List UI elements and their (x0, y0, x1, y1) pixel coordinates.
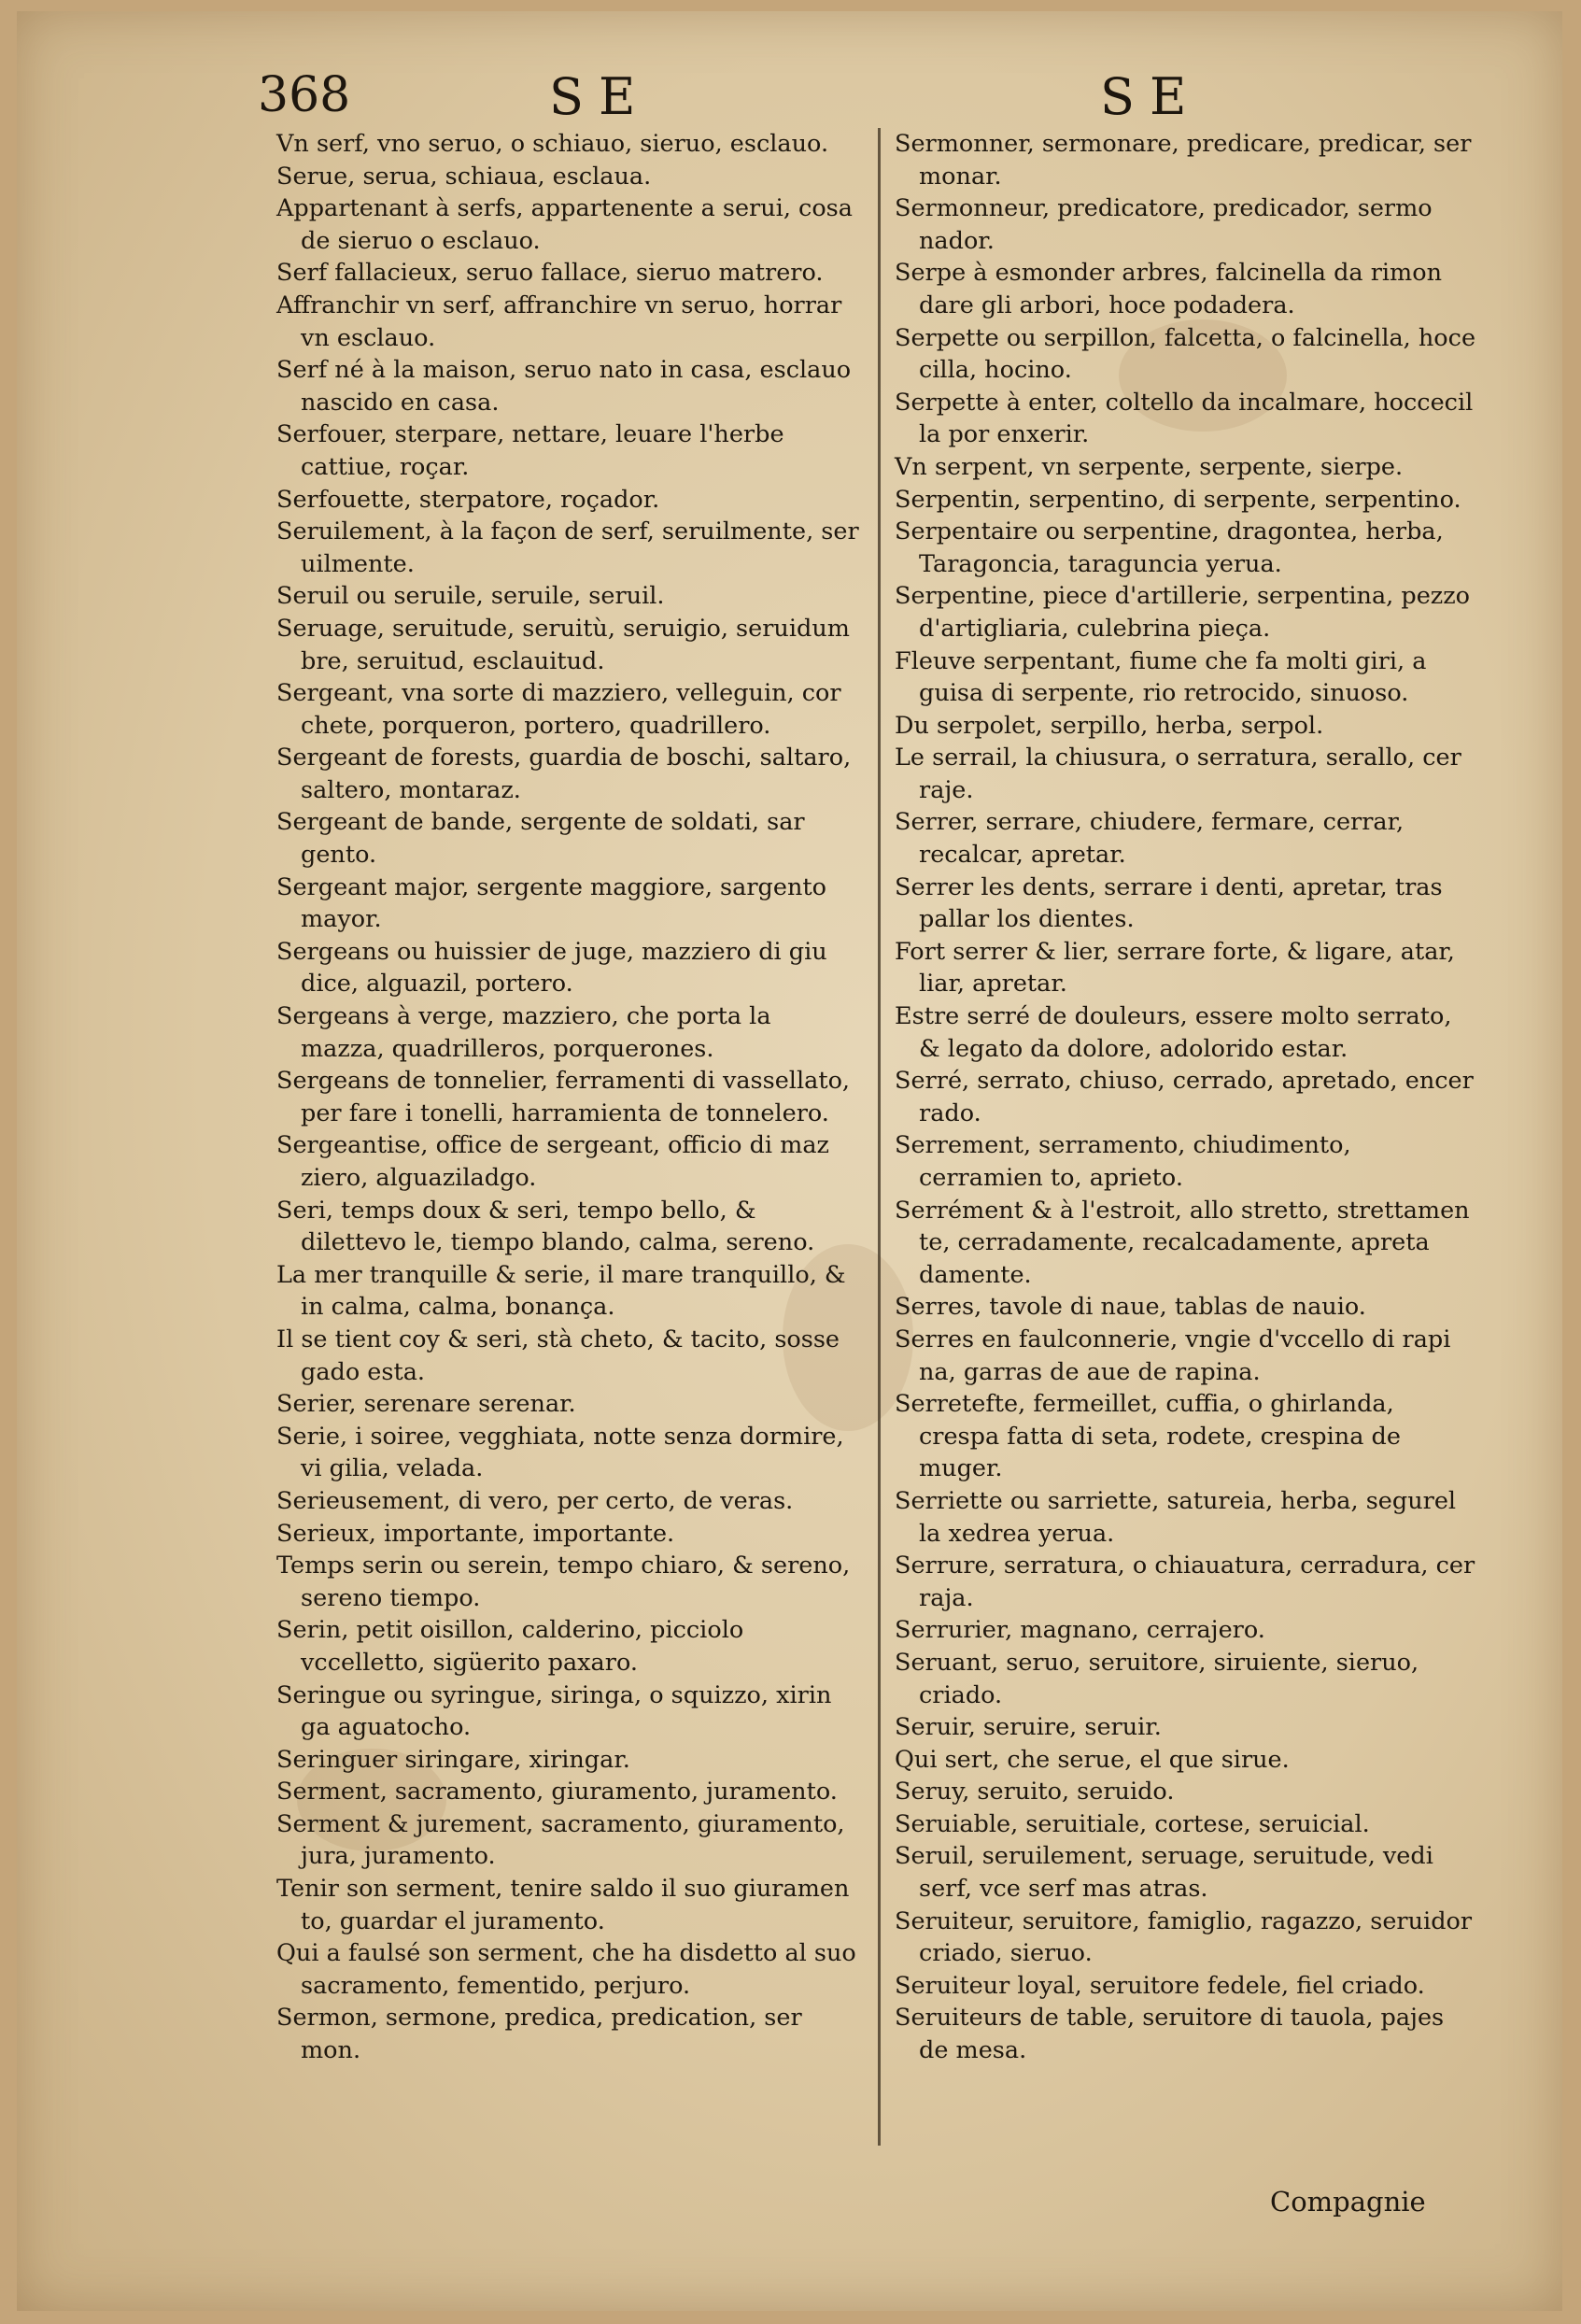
dictionary-entry: Seruant, seruo, seruitore, siruiente, sieruo, criado. (895, 1648, 1419, 1709)
dictionary-entry: Serieusement, di vero, per certo, de veras. (276, 1486, 794, 1515)
dictionary-entry: Seruir, seruire, seruir. (895, 1713, 1162, 1742)
dictionary-entry: Serrer, serrare, chiudere, fermare, cerrar, recalcar, apretar. (895, 808, 1405, 870)
dictionary-entry: Serment & jurement, sacramento, giuramento, jura, juramento. (276, 1809, 845, 1871)
dictionary-entry: Sergeant major, sergente maggiore, sargento mayor. (276, 872, 826, 934)
dictionary-entry: Qui sert, che serue, el que sirue. (895, 1745, 1290, 1774)
dictionary-entry: Serpette ou serpillon, falcetta, o falcinella, hoce cilla, hocino. (895, 323, 1476, 385)
dictionary-entry: Seruiteurs de table, seruitore di tauola, pajes de mesa. (895, 2004, 1445, 2065)
dictionary-entry: Serrément & à l'estroit, allo stretto, strettamen te, cerradamente, recalcadamente, apreta damente. (895, 1196, 1470, 1289)
dictionary-entry: Tenir son serment, tenire saldo il suo giuramen to, guardar el juramento. (276, 1875, 850, 1935)
dictionary-entry: Seruil, seruilement, seruage, seruitude, vedi serf, vce serf mas atras. (895, 1842, 1433, 1904)
dictionary-entry: Sergeans de tonnelier, ferramenti di vassellato, per fare i tonelli, harramienta de tonnelero. (276, 1067, 851, 1127)
dictionary-entry: Seruil ou seruile, seruile, seruil. (276, 582, 665, 611)
dictionary-entry: Vn serf, vno seruo, o schiauo, sieruo, esclauo. (276, 130, 829, 158)
dictionary-entry: Seringue ou syringue, siringa, o squizzo, xirin ga aguatocho. (276, 1680, 832, 1742)
dictionary-entry: Serpentin, serpentino, di serpente, serpentino. (895, 485, 1461, 514)
page-number: 368 (258, 67, 351, 123)
dictionary-entry: Affranchir vn serf, affranchire vn seruo, horrar vn esclauo. (276, 290, 842, 352)
dictionary-entry: Serretefte, fermeillet, cuffia, o ghirlanda, crespa fatta di seta, rodete, crespina de muger. (895, 1390, 1401, 1483)
dictionary-entry: Sermonneur, predicatore, predicador, sermo nador. (895, 194, 1433, 255)
dictionary-entry: Serment, sacramento, giuramento, juramento. (276, 1778, 838, 1807)
dictionary-entry: Serres en faulconnerie, vngie d'vccello di rapi na, garras de aue de rapina. (895, 1325, 1451, 1386)
dictionary-entry: Fleuve serpentant, fiume che fa molti giri, a guisa di serpente, rio retrocido, sinuoso. (895, 646, 1427, 708)
dictionary-entry: Serue, serua, schiaua, esclaua. (276, 162, 652, 191)
dictionary-entry: Serier, serenare serenar. (276, 1390, 576, 1419)
dictionary-entry: Serpette à enter, coltello da incalmare, hoccecil la por enxerir. (895, 388, 1474, 449)
dictionary-entry: Seruy, seruito, seruido. (895, 1778, 1175, 1807)
dictionary-entry: Seri, temps doux & seri, tempo bello, & dilettevo le, tiempo blando, calma, sereno. (276, 1196, 815, 1257)
header-letters-right: SE (1100, 67, 1202, 126)
dictionary-entry: Sergeantise, office de sergeant, officio di maz ziero, alguaziladgo. (276, 1131, 829, 1192)
dictionary-entry: Serpentine, piece d'artillerie, serpentina, pezzo d'artigliaria, culebrina pieça. (895, 582, 1471, 643)
dictionary-entry: Serrurier, magnano, cerrajero. (895, 1616, 1265, 1645)
dictionary-entry: Temps serin ou serein, tempo chiaro, & sereno, sereno tiempo. (276, 1552, 851, 1612)
dictionary-entry: Serriette ou sarriette, satureia, herba, segurel la xedrea yerua. (895, 1486, 1457, 1548)
dictionary-entry: Serpentaire ou serpentine, dragontea, herba, Taragoncia, taraguncia yerua. (895, 517, 1444, 578)
dictionary-entry: Serieux, importante, importante. (276, 1519, 675, 1548)
dictionary-entry: Sergeant, vna sorte di mazziero, velleguin, cor chete, porqueron, portero, quadrillero. (276, 679, 841, 740)
dictionary-entry: Serfouer, sterpare, nettare, leuare l'herbe cattiue, roçar. (276, 420, 784, 481)
dictionary-entry: Sergeant de forests, guardia de boschi, saltaro, saltero, montaraz. (276, 744, 852, 804)
dictionary-entry: Seruage, seruitude, seruitù, seruigio, seruidum bre, seruitud, esclauitud. (276, 614, 850, 675)
dictionary-entry: Serfouette, sterpatore, roçador. (276, 485, 660, 514)
dictionary-entry: Qui a faulsé son serment, che ha disdetto al suo sacramento, fementido, perjuro. (276, 1939, 856, 2000)
dictionary-entry: Seruiteur loyal, seruitore fedele, fiel criado. (895, 1971, 1425, 2000)
dictionary-entry: Serf fallacieux, seruo fallace, sieruo matrero. (276, 259, 824, 288)
dictionary-entry: Serrure, serratura, o chiauatura, cerradura, cer raja. (895, 1552, 1475, 1612)
dictionary-entry: Serres, tavole di naue, tablas de nauio. (895, 1293, 1366, 1322)
dictionary-entry: Serf né à la maison, seruo nato in casa, esclauo nascido en casa. (276, 356, 852, 417)
dictionary-entry: Sergeant de bande, sergente de soldati, sar gento. (276, 808, 805, 870)
dictionary-entry: Serré, serrato, chiuso, cerrado, apretado, encer rado. (895, 1067, 1474, 1127)
dictionary-entry: Du serpolet, serpillo, herba, serpol. (895, 711, 1324, 740)
left-column (276, 128, 860, 2067)
dictionary-entry: Serpe à esmonder arbres, falcinella da rimon dare gli arbori, hoce podadera. (895, 259, 1443, 319)
dictionary-entry: La mer tranquille & serie, il mare tranquillo, & in calma, calma, bonança. (276, 1260, 846, 1322)
dictionary-entry: Le serrail, la chiusura, o serratura, serallo, cer raje. (895, 744, 1461, 804)
dictionary-entry: Serrer les dents, serrare i denti, apretar, tras pallar los dientes. (895, 872, 1443, 934)
book-page (17, 11, 1562, 2311)
header-letters-left: SE (549, 67, 651, 126)
dictionary-entry: Serin, petit oisillon, calderino, picciolo vccelletto, sigüerito paxaro. (276, 1616, 744, 1677)
dictionary-entry: Estre serré de douleurs, essere molto serrato, & legato da dolore, adolorido estar. (895, 1002, 1452, 1063)
catchword: Compagnie (1270, 2186, 1426, 2218)
dictionary-entry: Serrement, serramento, chiudimento, cerramien to, aprieto. (895, 1131, 1351, 1192)
dictionary-entry: Vn serpent, vn serpente, serpente, sierpe. (895, 452, 1404, 481)
dictionary-entry: Seruiteur, seruitore, famiglio, ragazzo, seruidor criado, sieruo. (895, 1906, 1473, 1968)
dictionary-entry: Il se tient coy & seri, stà cheto, & tacito, sosse gado esta. (276, 1325, 840, 1386)
right-column (895, 128, 1478, 2067)
dictionary-entry: Serie, i soiree, vegghiata, notte senza dormire, vi gilia, velada. (276, 1422, 844, 1483)
dictionary-entry: Seringuer siringare, xiringar. (276, 1745, 630, 1774)
dictionary-entry: Sergeans ou huissier de juge, mazziero di giu dice, alguazil, portero. (276, 937, 827, 999)
dictionary-entry: Sermon, sermone, predica, predication, ser mon. (276, 2004, 802, 2065)
dictionary-entry: Sermonner, sermonare, predicare, predicar, ser monar. (895, 130, 1472, 191)
column-rule (878, 128, 881, 2146)
dictionary-entry: Fort serrer & lier, serrare forte, & ligare, atar, liar, apretar. (895, 937, 1455, 999)
dictionary-entry: Appartenant à serfs, appartenente a serui, cosa de sieruo o esclauo. (276, 194, 853, 255)
dictionary-entry: Sergeans à verge, mazziero, che porta la mazza, quadrilleros, porquerones. (276, 1002, 771, 1063)
dictionary-entry: Seruilement, à la façon de serf, seruilmente, ser uilmente. (276, 517, 859, 578)
dictionary-entry: Seruiable, seruitiale, cortese, seruicial. (895, 1809, 1370, 1838)
